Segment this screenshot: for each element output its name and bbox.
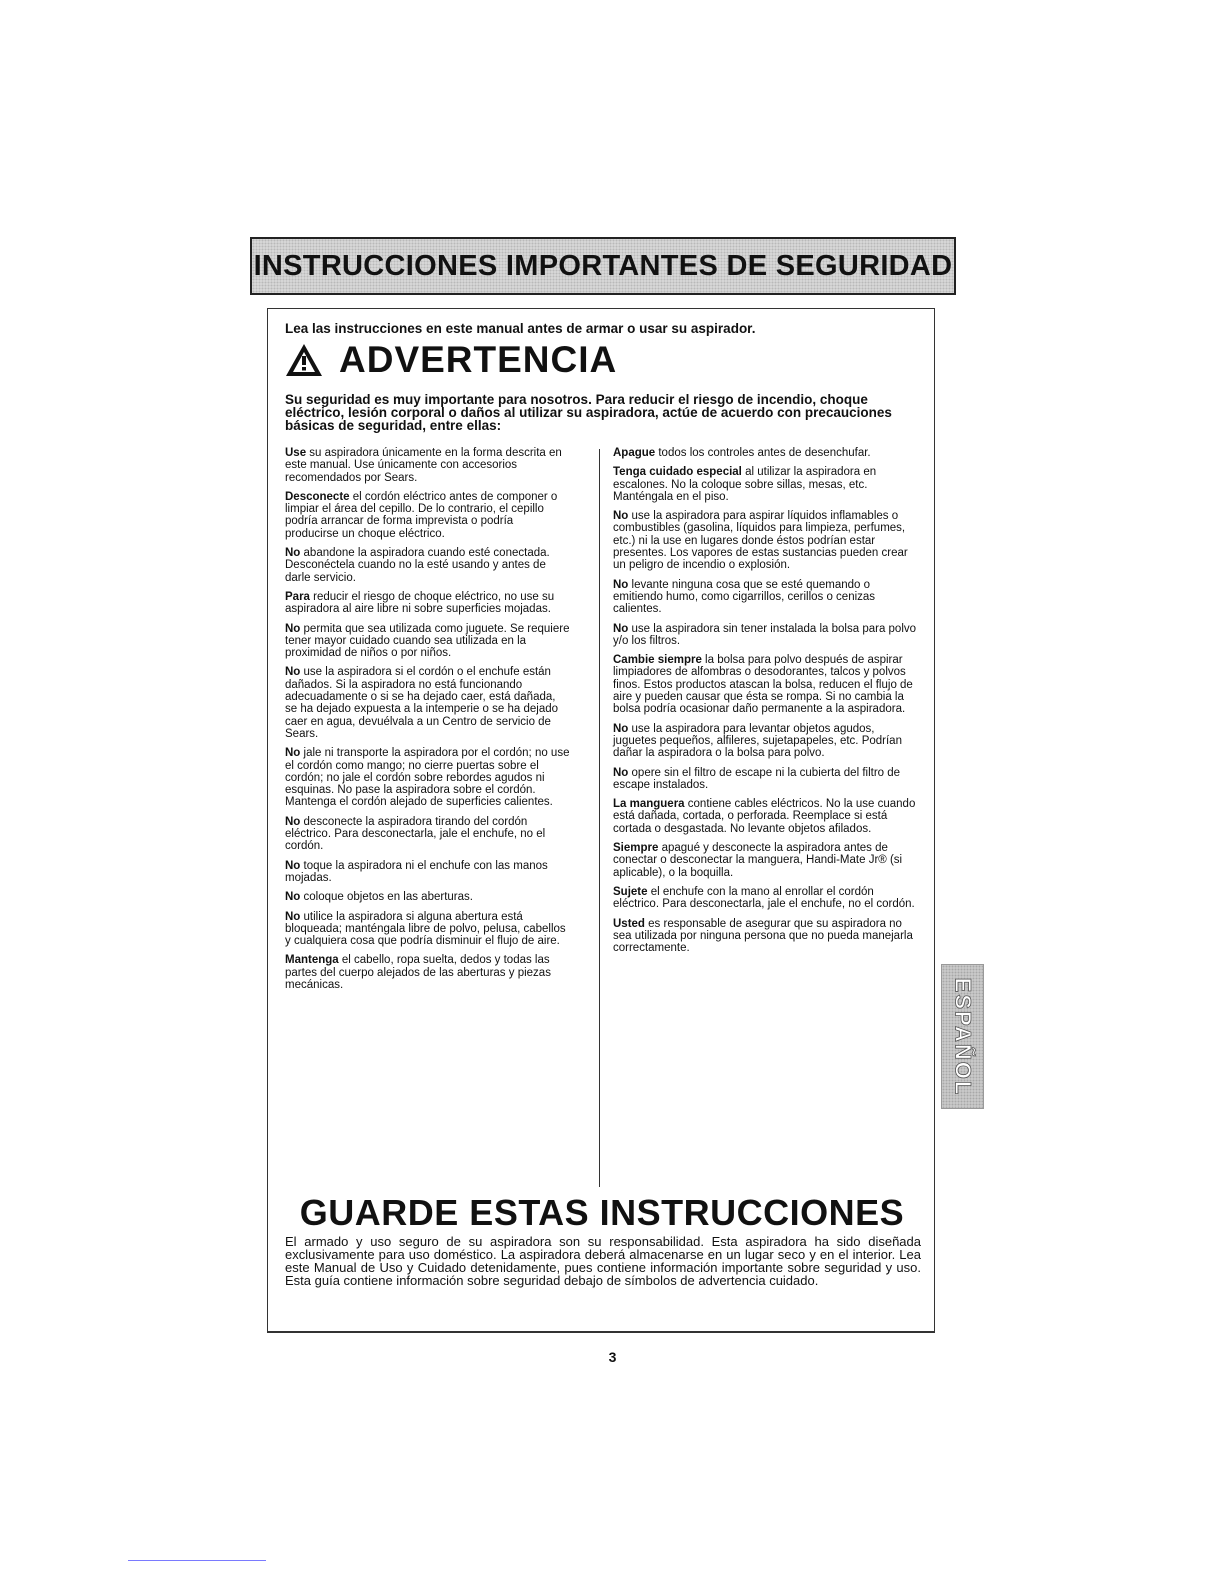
safety-item bbox=[285, 747, 570, 808]
safety-item-text: opere sin el filtro de escape ni la cubierta del filtro de escape instalados. bbox=[613, 766, 901, 791]
safety-item bbox=[613, 886, 918, 911]
safety-item-text: reducir el riesgo de choque eléctrico, no use su aspiradora al aire libre ni sobre superficies mojadas. bbox=[285, 590, 555, 616]
page-number: 3 bbox=[608, 1349, 617, 1365]
safety-item-text: use la aspiradora sin tener instalada la bolsa para polvo y/o los filtros. bbox=[613, 622, 917, 647]
safety-item-lead: Tenga cuidado especial bbox=[613, 466, 742, 479]
safety-item-lead: No bbox=[613, 722, 629, 735]
safety-item-text: toque la aspiradora ni el enchufe con las manos mojadas. bbox=[285, 859, 548, 884]
left-column bbox=[285, 447, 570, 998]
safety-item-lead: Mantenga bbox=[285, 954, 339, 967]
safety-item-lead: No bbox=[285, 891, 301, 904]
safety-item bbox=[613, 510, 918, 571]
safety-item bbox=[613, 918, 918, 955]
warning-heading bbox=[285, 341, 617, 378]
safety-item-text: es responsable de asegurar que su aspiradora no sea utilizada por ninguna persona que no pueda manejarla correctamente. bbox=[613, 917, 913, 955]
safety-item-text: todos los controles antes de desenchufar. bbox=[655, 447, 871, 459]
safety-item-text: el enchufe con la mano al enrollar el cordón eléctrico. Para desconectarla, jale el enchufe, no el cordón. bbox=[613, 885, 915, 911]
safety-item bbox=[285, 954, 570, 991]
safety-item-text: utilice la aspiradora si alguna abertura está bloqueada; manténgala libre de polvo, pelusa, cabellos y cualquiera cosa que podría disminuir el flujo de aire. bbox=[285, 910, 566, 948]
closing-paragraph: El armado y uso seguro de su aspiradora son su responsabilidad. Esta aspiradora ha sido diseñada exclusivamente para uso doméstico. La aspiradora deberá almacenarse en un lugar seco y en el interior. Lea este Manual de Uso y Cuidado detenidamente, pues contiene información importante sobre seguridad y uso. Esta guía contiene información sobre seguridad debajo de símbolos de advertencia cuidado. bbox=[285, 1234, 921, 1288]
safety-item bbox=[285, 816, 570, 853]
right-column bbox=[613, 447, 918, 961]
safety-item bbox=[613, 654, 918, 715]
safety-item-lead: No bbox=[285, 747, 301, 760]
safety-item bbox=[285, 491, 570, 540]
safety-item-text: contiene cables eléctricos. No la use cuando está dañada, cortada, o perforada. Reemplace si está cortada o desgastada. No levante objetos afilados. bbox=[613, 798, 916, 835]
safety-item-text: use la aspiradora para aspirar líquidos inflamables o combustibles (gasolina, líquidos para limpieza, perfumes, etc.) ni la use en lugares donde éstos podrían estar presentes. Los vapores de estas sustancias pueden crear un peligro de incendio o explosión. bbox=[613, 510, 908, 572]
safety-item-text: su aspiradora únicamente en la forma descrita en este manual. Use únicamente con accesorios recomendados por Sears. bbox=[285, 447, 562, 484]
safety-item-text: desconecte la aspiradora tirando del cordón eléctrico. Para desconectarla, jale el enchufe, no el cordón. bbox=[285, 815, 546, 853]
safety-item-lead: Use bbox=[285, 447, 307, 459]
safety-item bbox=[613, 623, 918, 648]
safety-lead: Su seguridad es muy importante para nosotros. Para reducir el riesgo de incendio, choque eléctrico, lesión corporal o daños al utilizar su aspiradora, actúe de acuerdo con precauciones básicas de seguridad, entre ellas: bbox=[285, 392, 892, 433]
side-tab-label: ESPAÑOL bbox=[950, 977, 976, 1096]
safety-item-lead: No bbox=[285, 547, 301, 560]
safety-item-text: jale ni transporte la aspiradora por el cordón; no use el cordón como mango; no cierre puertas sobre el cordón; no jale el cordón sobre rebordes agudos ni esquinas. No pase la aspiradora sobre el cordón. Mantenga el cordón alejado de superficies calientes. bbox=[285, 747, 570, 809]
safety-item-lead: No bbox=[285, 622, 301, 635]
warning-triangle-icon bbox=[285, 343, 323, 377]
page-title: INSTRUCCIONES IMPORTANTES DE SEGURIDAD bbox=[253, 249, 953, 282]
safety-item-lead: No bbox=[613, 766, 629, 779]
safety-box bbox=[267, 308, 935, 1333]
safety-item bbox=[613, 798, 918, 835]
safety-item-lead: Usted bbox=[613, 917, 645, 930]
safety-item-text: levante ninguna cosa que se esté quemando o emitiendo humo, como cigarrillos, cerillos o cenizas calientes. bbox=[613, 578, 876, 616]
safety-item-lead: Desconecte bbox=[285, 490, 350, 503]
safety-item-lead: No bbox=[285, 910, 301, 923]
safety-item-lead: No bbox=[613, 622, 629, 635]
save-instructions-title: GUARDE ESTAS INSTRUCCIONES bbox=[299, 1192, 905, 1233]
intro-text: Lea las instrucciones en este manual antes de armar o usar su aspirador. bbox=[285, 321, 756, 336]
title-banner bbox=[250, 237, 956, 295]
safety-item bbox=[285, 911, 570, 948]
safety-item-lead: Sujete bbox=[613, 885, 648, 898]
safety-item-text: la bolsa para polvo después de aspirar limpiadores de alfombras o desodorantes, talcos y polvos finos. Estos productos atascan la bolsa, reducen el flujo de aire y pueden causar que ésta se rompa. Si no cambia la bolsa podría ocasionar daño permanente a la aspiradora. bbox=[613, 654, 913, 716]
safety-item bbox=[285, 891, 570, 903]
safety-item bbox=[613, 842, 918, 879]
safety-item-lead: No bbox=[285, 815, 301, 828]
safety-item bbox=[285, 666, 570, 740]
safety-item bbox=[613, 466, 918, 503]
safety-item-text: apagué y desconecte la aspiradora antes de conectar o desconectar la manguera, Handi-Mate Jr® (si aplicable), o la boquilla. bbox=[613, 842, 903, 879]
safety-item bbox=[285, 547, 570, 584]
safety-item-lead: No bbox=[613, 578, 629, 591]
safety-item-lead: La manguera bbox=[613, 798, 685, 811]
safety-item bbox=[613, 723, 918, 760]
warning-word: ADVERTENCIA bbox=[339, 339, 618, 380]
language-side-tab bbox=[941, 964, 984, 1109]
safety-item-text: abandone la aspiradora cuando esté conectada. Desconéctela cuando no la esté usando y antes de darle servicio. bbox=[285, 547, 550, 584]
safety-item-lead: Apague bbox=[613, 447, 656, 459]
safety-item-lead: No bbox=[285, 666, 301, 679]
safety-item bbox=[285, 591, 570, 616]
safety-item bbox=[285, 447, 570, 484]
column-divider bbox=[599, 449, 600, 1187]
safety-item-text: coloque objetos en las aberturas. bbox=[300, 891, 473, 904]
safety-item bbox=[613, 767, 918, 792]
safety-item-text: use la aspiradora para levantar objetos agudos, juguetes pequeños, alfileres, sujetapapeles, etc. Podrían dañar la aspiradora o la bolsa para polvo. bbox=[613, 722, 902, 760]
safety-item-lead: No bbox=[613, 510, 629, 523]
footer-rule bbox=[128, 1560, 266, 1561]
safety-item-lead: Para bbox=[285, 590, 310, 603]
safety-item-text: use la aspiradora si el cordón o el enchufe están dañados. Si la aspiradora no está funcionando adecuadamente o si se ha dejado caer, está dañada, se ha dejado expuesta a la intemperie o se ha dejado caer en agua, devuélvala a un Centro de servicio de Sears. bbox=[285, 666, 559, 740]
safety-item-text: el cabello, ropa suelta, dedos y todas las partes del cuerpo alejados de las aberturas y piezas mecánicas. bbox=[285, 954, 551, 991]
safety-item bbox=[285, 623, 570, 660]
safety-item bbox=[285, 860, 570, 885]
safety-item-text: permita que sea utilizada como juguete. Se requiere tener mayor cuidado cuando sea utilizada en la proximidad de niños o por niños. bbox=[285, 622, 570, 660]
safety-item-text: al utilizar la aspiradora en escalones. No la coloque sobre sillas, mesas, etc. Manténgala en el piso. bbox=[613, 466, 877, 503]
safety-item-lead: No bbox=[285, 859, 301, 872]
safety-item bbox=[613, 447, 918, 459]
safety-item-lead: Cambie siempre bbox=[613, 654, 702, 667]
safety-item-lead: Siempre bbox=[613, 842, 659, 855]
safety-item-text: el cordón eléctrico antes de componer o limpiar el área del cepillo. De lo contrario, el cepillo podría arrancar de forma imprevista o podría producirse un choque eléctrico. bbox=[285, 490, 558, 540]
safety-item bbox=[613, 579, 918, 616]
